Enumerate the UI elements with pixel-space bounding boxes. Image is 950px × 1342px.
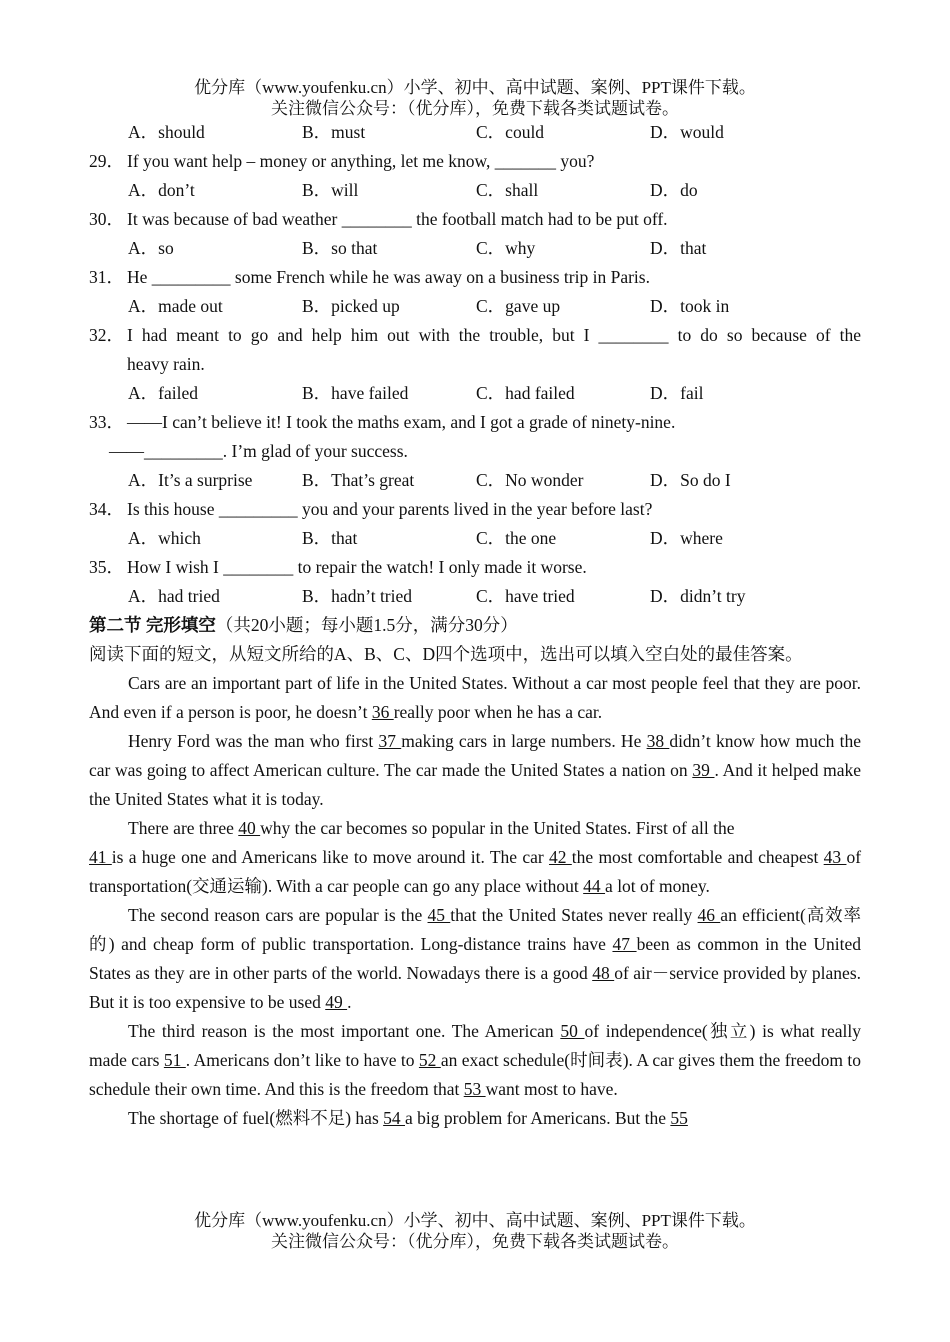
passage-text: an efficient(高效率的) and cheap form of public transportation. Long-distance trains have (89, 905, 861, 954)
option-a: A．made out (128, 296, 223, 316)
passage-text: . And it helped make the United States what it is today. (89, 760, 862, 809)
header-line-2: 关注微信公众号：（优分库），免费下载各类试题试卷。 (271, 99, 679, 118)
question-33 (89, 408, 861, 437)
q28-options (89, 118, 861, 147)
passage-text: been as common in the United States as they are in other parts of the world. Nowadays there is a good (89, 934, 861, 983)
option-d: D．didn’t try (650, 586, 746, 606)
passage-text: an exact schedule(时间表). A car gives them the freedom to schedule their own time. And this is the freedom that (89, 1050, 862, 1099)
blank-45: 45 (427, 905, 451, 925)
option-b: B．have failed (302, 383, 409, 403)
option-d: D．where (650, 528, 723, 548)
blank-41: 41 (89, 847, 112, 867)
blank-47: 47 (612, 934, 637, 954)
blank-50: 50 (560, 1021, 585, 1041)
section-heading (89, 611, 861, 640)
passage-text: the most comfortable and cheapest (571, 847, 824, 867)
question-text: I had meant to go and help him out with the trouble, but I ________ to do so because of the (127, 325, 861, 345)
option-a: A．which (128, 528, 201, 548)
passage-text: of air－service provided by planes. But it is too expensive to be used (89, 963, 862, 1012)
blank-37: 37 (378, 731, 402, 751)
question-34 (89, 495, 861, 524)
blank-49: 49 (325, 992, 348, 1012)
question-33-reply: ——_________. I’m glad of your success. (109, 441, 408, 461)
q30-options (89, 234, 861, 263)
question-number: 29． (89, 151, 124, 171)
option-c: C．shall (476, 180, 539, 200)
blank-43: 43 (823, 847, 847, 867)
option-b: B．That’s great (302, 470, 415, 490)
blank-54: 54 (383, 1108, 406, 1128)
passage-paragraph-5 (89, 1017, 861, 1104)
option-b: B．picked up (302, 296, 400, 316)
passage-text: making cars in large numbers. He (401, 731, 647, 751)
option-c: C．why (476, 238, 536, 258)
exam-content (89, 118, 861, 1133)
question-32-continued: heavy rain. (127, 354, 205, 374)
option-a: A．should (128, 122, 205, 142)
footer-line-1: 优分库（www.youfenku.cn）小学、初中、高中试题、案例、PPT课件下载。 (194, 1211, 756, 1230)
question-30 (89, 205, 861, 234)
option-d: D．that (650, 238, 707, 258)
blank-42: 42 (548, 847, 572, 867)
question-text: ——I can’t believe it! I took the maths exam, and I got a grade of ninety-nine. (127, 412, 676, 432)
passage-text: . Americans don’t like to have to (185, 1050, 419, 1070)
blank-44: 44 (583, 876, 606, 896)
question-number: 35． (89, 557, 124, 577)
option-a: A．so (128, 238, 174, 258)
passage-text: . (347, 992, 352, 1012)
option-c: C．the one (476, 528, 557, 548)
question-32 (89, 321, 861, 350)
passage-text: didn’t know how much the car was going to affect American culture. The car made the United States a nation on (89, 731, 862, 780)
option-a: A．don’t (128, 180, 195, 200)
passage-text: of transportation(交通运输). With a car people can go any place without (89, 847, 862, 896)
passage-text: really poor when he has a car. (393, 702, 603, 722)
q29-options (89, 176, 861, 205)
passage-text: Henry Ford was the man who first (128, 731, 379, 751)
option-a: A．failed (128, 383, 198, 403)
q34-options (89, 524, 861, 553)
passage-text: why the car becomes so popular in the United States. First of all the (260, 818, 735, 838)
section-instruction: 阅读下面的短文，从短文所给的A、B、C、D四个选项中，选出可以填入空白处的最佳答案。 (89, 644, 803, 664)
passage-text: The second reason cars are popular is the (128, 905, 428, 925)
passage-text: is a huge one and Americans like to move around it. The car (111, 847, 549, 867)
question-text: It was because of bad weather ________ the football match had to be put off. (127, 209, 668, 229)
section-note: （共20小题；每小题1.5分，满分30分） (215, 615, 518, 635)
passage-paragraph-4 (89, 901, 861, 1017)
passage-text: Cars are an important part of life in the United States. Without a car most people feel that they are poor. And even if a person is poor, he doesn’t (89, 673, 861, 722)
option-c: C．gave up (476, 296, 561, 316)
passage-text: want most to have. (485, 1079, 618, 1099)
blank-53: 53 (463, 1079, 486, 1099)
passage-text: The third reason is the most important one. The American (128, 1021, 561, 1041)
blank-39: 39 (692, 760, 715, 780)
footer-line-2: 关注微信公众号：（优分库），免费下载各类试题试卷。 (271, 1232, 679, 1251)
option-c: C．No wonder (476, 470, 584, 490)
question-number: 34． (89, 499, 124, 519)
option-c: C．could (476, 122, 545, 142)
passage-text: a big problem for Americans. But the (405, 1108, 671, 1128)
passage-paragraph-3-line-1 (89, 814, 861, 843)
blank-48: 48 (592, 963, 615, 983)
blank-55: 55 (670, 1108, 688, 1128)
blank-52: 52 (418, 1050, 441, 1070)
option-a: A．It’s a surprise (128, 470, 253, 490)
passage-text: The shortage of fuel(燃料不足) has (128, 1108, 384, 1128)
blank-51: 51 (163, 1050, 186, 1070)
option-d: D．fail (650, 383, 704, 403)
option-a: A．had tried (128, 586, 220, 606)
option-c: C．had failed (476, 383, 575, 403)
option-b: B．must (302, 122, 366, 142)
passage-text: There are three (128, 818, 239, 838)
option-b: B．so that (302, 238, 378, 258)
header-banner (0, 77, 950, 119)
option-d: D．took in (650, 296, 730, 316)
q31-options (89, 292, 861, 321)
passage-paragraph-6 (89, 1104, 861, 1133)
blank-46: 46 (697, 905, 721, 925)
question-number: 32． (89, 325, 124, 345)
question-text: How I wish I ________ to repair the watch! I only made it worse. (127, 557, 587, 577)
passage-text: of independence(独立) is what really made cars (89, 1021, 861, 1070)
question-number: 30． (89, 209, 124, 229)
option-d: D．So do I (650, 470, 731, 490)
option-b: B．hadn’t tried (302, 586, 413, 606)
footer-banner (0, 1210, 950, 1252)
question-text: Is this house _________ you and your parents lived in the year before last? (127, 499, 653, 519)
q32-options (89, 379, 861, 408)
question-number: 33． (89, 412, 124, 432)
question-35 (89, 553, 861, 582)
blank-36: 36 (371, 702, 394, 722)
section-title: 第二节 完形填空 (89, 615, 216, 635)
passage-paragraph-3-rest (89, 843, 861, 901)
passage-paragraph-2 (89, 727, 861, 814)
question-text: He _________ some French while he was away on a business trip in Paris. (127, 267, 650, 287)
option-d: D．would (650, 122, 724, 142)
header-line-1: 优分库（www.youfenku.cn）小学、初中、高中试题、案例、PPT课件下载。 (194, 78, 756, 97)
option-d: D．do (650, 180, 698, 200)
blank-40: 40 (238, 818, 261, 838)
option-c: C．have tried (476, 586, 575, 606)
option-b: B．that (302, 528, 358, 548)
question-29 (89, 147, 861, 176)
question-31 (89, 263, 861, 292)
passage-paragraph-1 (89, 669, 861, 727)
q35-options (89, 582, 861, 611)
option-b: B．will (302, 180, 359, 200)
passage-text: a lot of money. (605, 876, 710, 896)
question-text: If you want help – money or anything, let me know, _______ you? (127, 151, 595, 171)
blank-38: 38 (646, 731, 670, 751)
q33-options (89, 466, 861, 495)
question-number: 31． (89, 267, 124, 287)
passage-text: that the United States never really (450, 905, 698, 925)
